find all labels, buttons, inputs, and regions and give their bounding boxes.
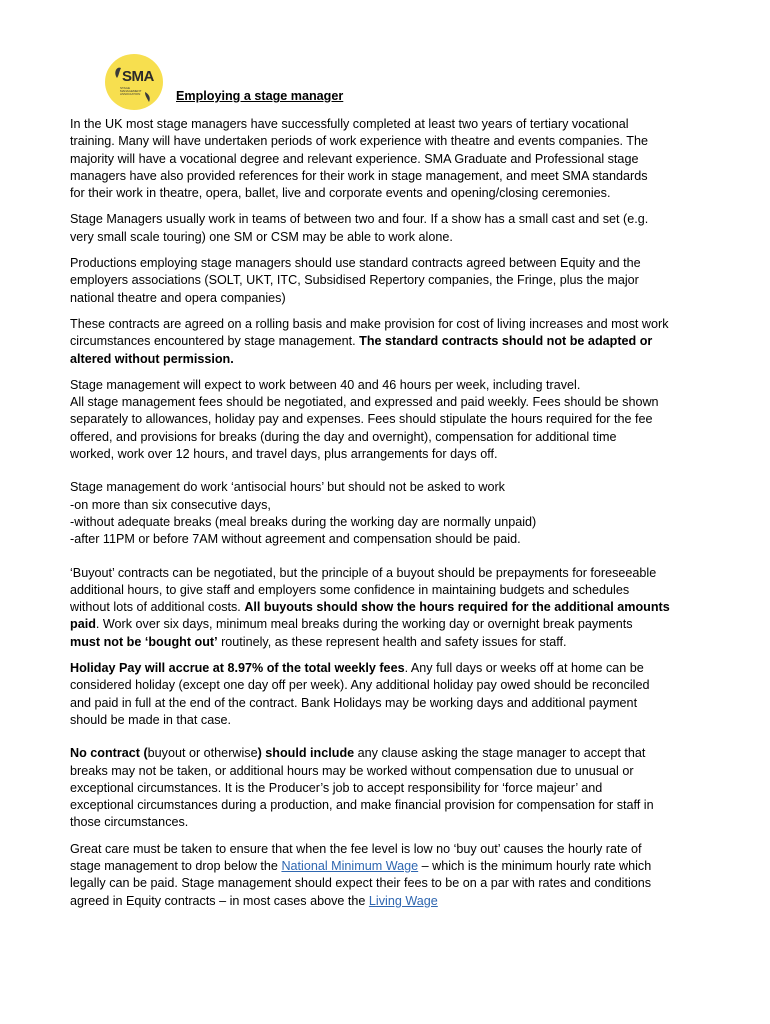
paragraph-no-contract [70,745,710,831]
national-minimum-wage-link[interactable]: National Minimum Wage [281,858,419,873]
text-line: Stage management do work ‘antisocial hours’ but should not be asked to work [70,480,505,495]
text-line: -on more than six consecutive days, [70,497,271,512]
text-line [70,599,710,616]
bold-text: must not be ‘bought out’ [70,634,218,649]
text-line: Great care must be taken to ensure that when the fee level is low no ‘buy out’ causes the hourly rate of [70,841,642,856]
text-line [70,351,710,368]
text-line [70,745,710,762]
paragraph-rolling-basis [70,316,710,368]
paragraph-buyout [70,565,710,651]
logo-text: SMA [122,68,154,85]
text-run: stage management to drop below the [70,858,282,873]
paragraph-antisocial-hours [70,479,710,548]
text-line: Stage Managers usually work in teams of between two and four. If a show has a small cast and set (e.g. [70,212,649,227]
text-line: training. Many will have undertaken periods of work experience with theatre and events companies. The [70,134,649,149]
text-line: -without adequate breaks (meal breaks during the working day are normally unpaid) [70,514,537,529]
text-line: considered holiday (except one day off per week). Any additional holiday pay owed should be reconciled [70,678,650,693]
text-line [70,893,710,910]
paragraph-teams [70,211,710,246]
text-line: national theatre and opera companies) [70,290,286,305]
text-line [70,634,710,651]
paragraph-hours-fees [70,377,710,463]
text-line: legally can be paid. Stage management should expect their fees to be on a par with rates and conditions [70,876,652,891]
text-line: Productions employing stage managers should use standard contracts agreed between Equity and the [70,256,641,271]
text-run: without lots of additional costs. [70,600,245,615]
text-run: . Any full days or weeks off at home can be [404,661,644,676]
document-body [70,116,710,919]
text-run: agreed in Equity contracts – in most cases above the [70,893,369,908]
text-line: In the UK most stage managers have successfully completed at least two years of tertiary vocational [70,117,629,131]
text-line: offered, and provisions for breaks (during the day and overnight), compensation for additional time [70,429,617,444]
text-line: additional hours, to give staff and employers some confidence in maintaining budgets and schedules [70,582,630,597]
text-line: Stage management will expect to work between 40 and 46 hours per week, including travel. [70,377,581,392]
sma-logo [105,54,163,110]
text-line: should be made in that case. [70,712,232,727]
paragraph-contracts [70,255,710,307]
text-run: any clause asking the stage manager to accept that [354,746,646,761]
bold-text: altered without permission. [70,351,234,366]
text-line: exceptional circumstances. It is the Producer’s job to accept responsibility for ‘force majeur’ and [70,780,603,795]
bold-text: paid [70,617,96,632]
bold-text: All buyouts should show the hours required for the additional amounts [244,600,670,615]
bold-text: The standard contracts should not be adapted or [359,334,653,349]
text-line: for their work in theatre, opera, ballet, live and corporate events and opening/closing ceremonies. [70,186,611,201]
text-run: – which is the minimum hourly rate which [418,858,652,873]
text-line: worked, work over 12 hours, and travel days, plus arrangements for days off. [70,447,498,462]
text-line: those circumstances. [70,815,189,830]
text-line: All stage management fees should be negotiated, and expressed and paid weekly. Fees should be shown [70,395,659,410]
text-line: separately to allowances, holiday pay and expenses. Fees should stipulate the hours required for the fee [70,412,653,427]
text-run: . Work over six days, minimum meal breaks during the working day or overnight break payments [95,617,633,632]
bold-text: Holiday Pay will accrue at 8.97% of the total weekly fees [70,661,405,676]
text-line: breaks may not be taken, or additional hours may be worked without compensation due to unusual or [70,763,634,778]
living-wage-link[interactable]: Living Wage [368,893,438,908]
text-line: These contracts are agreed on a rolling basis and make provision for cost of living increases and most work [70,316,669,331]
text-line: managers have also provided references for their work in stage management, and meet SMA standards [70,168,648,183]
text-line: -after 11PM or before 7AM without agreement and compensation should be paid. [70,532,521,547]
text-run: buyout or otherwise [147,746,258,761]
text-line: and paid in full at the end of the contract. Bank Holidays may be working days and additional payment [70,695,638,710]
text-run: routinely, as these represent health and safety issues for staff. [217,634,567,649]
text-line: employers associations (SOLT, UKT, ITC, Subsidised Repertory companies, the Fringe, plus the major [70,273,639,288]
bold-text: No contract ( [70,746,148,761]
text-line: very small scale touring) one SM or CSM may be able to work alone. [70,229,453,244]
text-line: majority will have a vocational degree and relevant experience. SMA Graduate and Professional stage [70,151,639,166]
text-line [70,660,710,677]
text-line [70,616,710,633]
text-line: ‘Buyout’ contracts can be negotiated, but the principle of a buyout should be prepayments for foreseeable [70,565,657,580]
page-title: Employing a stage manager [176,89,344,103]
paragraph-training [70,116,710,202]
paragraph-holiday-pay [70,660,710,729]
text-run: circumstances encountered by stage management. [70,334,360,349]
text-line [70,333,710,350]
logo-subtitle: STAGE MANAGEMENT ASSOCIATION [120,86,142,96]
text-line: exceptional circumstances during a production, and make financial provision for compensation for staff in [70,798,654,813]
bold-text: ) should include [257,746,355,761]
paragraph-minimum-wage [70,841,710,910]
text-line [70,858,710,875]
